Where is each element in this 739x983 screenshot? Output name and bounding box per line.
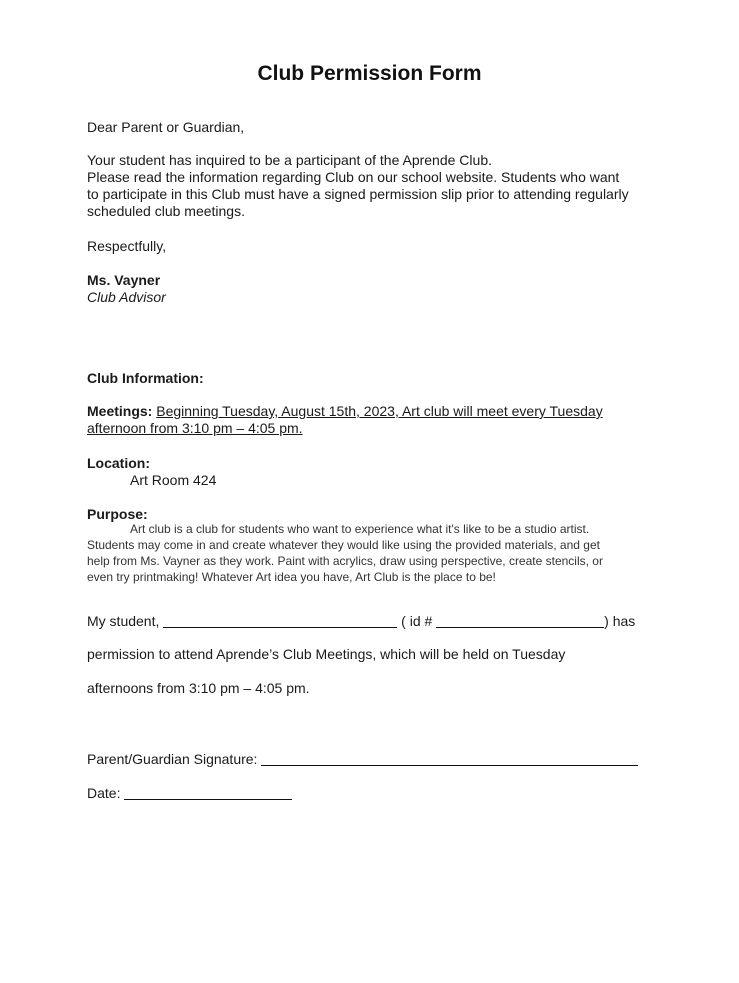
signature-row bbox=[87, 749, 638, 768]
intro-line-3: to participate in this Club must have a signed permission slip prior to attending regularly bbox=[87, 186, 629, 202]
meetings-line-2: afternoon from 3:10 pm – 4:05 pm. bbox=[87, 420, 303, 436]
form-title: Club Permission Form bbox=[257, 62, 482, 85]
closing: Respectfully, bbox=[87, 238, 167, 254]
intro-line-4: scheduled club meetings. bbox=[87, 203, 245, 219]
purpose-label: Purpose: bbox=[87, 506, 148, 522]
student-id-blank[interactable] bbox=[436, 613, 604, 628]
student-name-blank[interactable] bbox=[163, 613, 397, 628]
advisor-name: Ms. Vayner bbox=[87, 272, 161, 288]
date-label: Date: bbox=[87, 785, 121, 801]
club-info-heading: Club Information: bbox=[87, 370, 204, 386]
intro-line-2: Please read the information regarding Club on our school website. Students who want bbox=[87, 169, 620, 185]
id-open-label: ( id # bbox=[401, 613, 433, 629]
permission-line-3: afternoons from 3:10 pm – 4:05 pm. bbox=[87, 680, 310, 696]
signature-blank[interactable] bbox=[261, 751, 638, 766]
greeting: Dear Parent or Guardian, bbox=[87, 119, 245, 135]
location-value: Art Room 424 bbox=[130, 472, 217, 488]
intro-line-1: Your student has inquired to be a participant of the Aprende Club. bbox=[87, 152, 492, 168]
meetings-row bbox=[87, 403, 603, 420]
id-close-label: ) has bbox=[604, 613, 636, 629]
purpose-line-3: help from Ms. Vayner as they work. Paint with acrylics, draw using perspective, create stencils, or bbox=[87, 554, 603, 568]
purpose-line-2: Students may come in and create whatever they would like using the provided materials, and get bbox=[87, 538, 600, 552]
advisor-role: Club Advisor bbox=[87, 289, 166, 305]
meetings-label: Meetings: bbox=[87, 403, 153, 419]
purpose-line-1: Art club is a club for students who want to experience what it's like to be a studio artist. bbox=[130, 522, 590, 536]
signature-label: Parent/Guardian Signature: bbox=[87, 751, 258, 767]
permission-line-2: permission to attend Aprende’s Club Meetings, which will be held on Tuesday bbox=[87, 646, 566, 662]
date-blank[interactable] bbox=[124, 785, 292, 800]
location-label: Location: bbox=[87, 455, 150, 471]
purpose-line-4: even try printmaking! Whatever Art idea you have, Art Club is the place to be! bbox=[87, 570, 496, 584]
student-permission-row bbox=[87, 611, 635, 630]
meetings-line-1: Beginning Tuesday, August 15th, 2023, Art club will meet every Tuesday bbox=[156, 403, 603, 419]
my-student-label: My student, bbox=[87, 613, 160, 629]
date-row bbox=[87, 783, 292, 802]
